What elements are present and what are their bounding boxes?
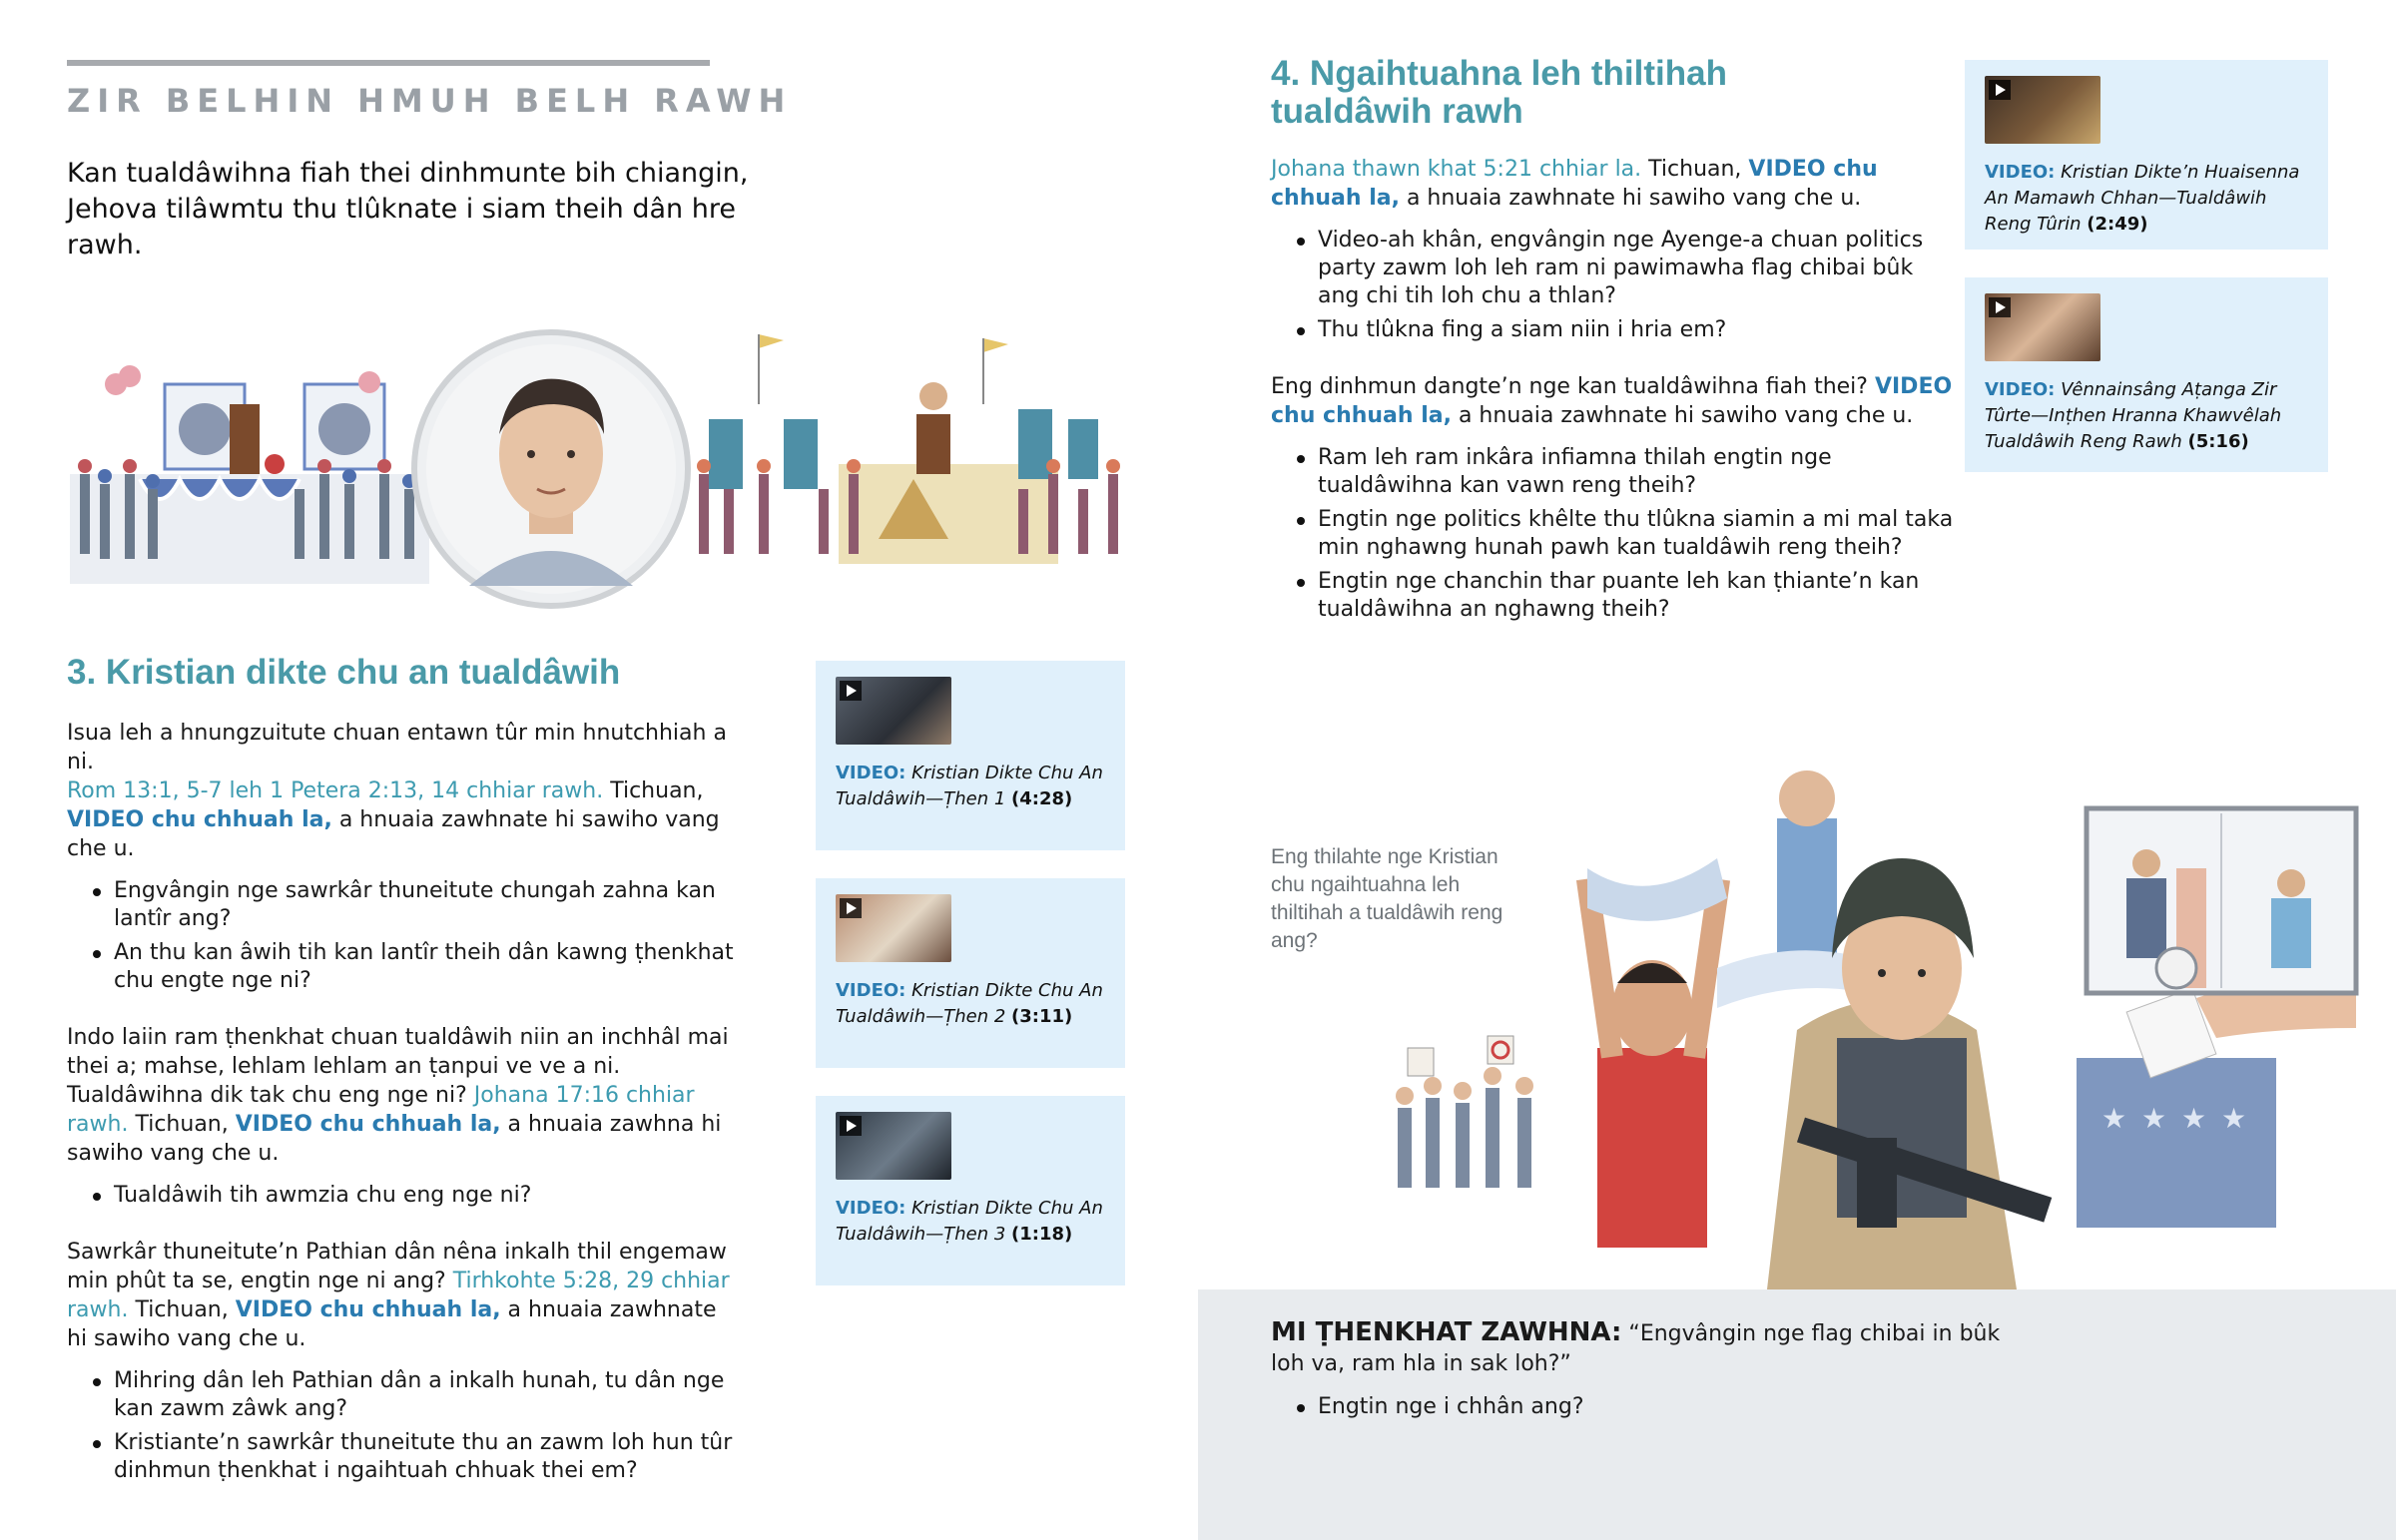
question-item: Engtin nge i chhân ang? — [1271, 1393, 2010, 1421]
portrait-medallion — [414, 332, 688, 606]
try-this-panel — [1198, 1289, 2396, 1540]
p4-end: a hnuaia zawhnate hi sawiho vang che u. — [1399, 186, 1862, 211]
question-list-5 — [1271, 444, 1960, 624]
try-this-content — [1271, 1317, 2010, 1427]
try-this-quote: “Engvângin nge flag chibai in bûk loh va, ram hla in sak loh?” — [1271, 1321, 2001, 1376]
video-duration: (4:28) — [1011, 788, 1073, 809]
video-label: VIDEO: — [1985, 379, 2056, 400]
video-thumbnail[interactable] — [1985, 76, 2100, 144]
right-page — [1198, 0, 2396, 1540]
top-rule — [67, 60, 710, 66]
video-duration: (3:11) — [1011, 1006, 1073, 1027]
svg-text:★: ★ — [2181, 1102, 2207, 1135]
left-rally-scene — [70, 365, 429, 584]
scripture-link-4[interactable]: Johana thawn khat 5:21 chhiar la. — [1271, 157, 1642, 182]
right-rally-scene — [697, 334, 1120, 564]
video-label: VIDEO: — [836, 1198, 906, 1219]
video-thumbnail[interactable] — [1985, 293, 2100, 361]
video-thumbnail[interactable] — [836, 677, 951, 745]
section-4-body — [1271, 155, 1960, 630]
video-caption — [836, 761, 1105, 812]
question-list-1 — [67, 877, 736, 995]
video-caption — [836, 1196, 1105, 1248]
video-caption — [1985, 377, 2308, 455]
p4-mid: Tichuan, — [1641, 157, 1749, 182]
question-item: Ram leh ram inkâra infiamna thilah engtin nge tualdâwihna kan vawn reng theih? — [1271, 444, 1960, 500]
p3-mid: Tichuan, — [128, 1297, 236, 1322]
video-caption — [1985, 160, 2308, 238]
play-icon[interactable] — [840, 681, 862, 701]
video-card-1[interactable] — [816, 661, 1125, 850]
protest-group — [1396, 1036, 1533, 1188]
question-item: Engvângin nge sawrkâr thuneitute chungah zahna kan lantîr ang? — [67, 877, 736, 933]
p5-end: a hnuaia zawhnate hi sawiho vang che u. — [1451, 403, 1914, 428]
question-item: Engtin nge politics khêlte thu tlûkna siamin a mi mal taka min nghawng hunah pawh kan tualdâwih reng theih? — [1271, 506, 1960, 562]
video-link-3[interactable]: VIDEO chu chhuah la, — [235, 1297, 501, 1322]
illustration-caption: Eng thilahte nge Kristian chu ngaihtuahna leh thiltihah a tualdâwih reng ang? — [1271, 845, 1503, 952]
video-duration: (1:18) — [1011, 1224, 1073, 1245]
p5-text: Eng dinhmun dangte’n nge kan tualdâwihna fiah thei? — [1271, 374, 1875, 399]
section-4-title: 4. Ngaihtuahna leh thiltihah tualdâwih rawh — [1271, 54, 1727, 131]
scripture-link-2[interactable]: Johana 17:16 chhiar rawh. — [67, 1083, 695, 1137]
section-4-paragraph-1 — [1271, 155, 1960, 213]
question-list-2 — [67, 1182, 736, 1210]
video-label: VIDEO: — [1985, 162, 2056, 183]
video-link-1[interactable]: VIDEO chu chhuah la, — [67, 807, 332, 832]
video-link-5[interactable]: VIDEO chu chhuah la, — [1271, 374, 1953, 428]
video-card-2[interactable] — [816, 878, 1125, 1068]
video-label: VIDEO: — [836, 980, 906, 1001]
hero-illustration — [60, 324, 1158, 614]
play-icon[interactable] — [840, 898, 862, 918]
neutrality-illustration — [1338, 759, 2376, 1289]
scripture-link-1[interactable]: Rom 13:1, 5-7 leh 1 Petera 2:13, 14 chhiar rawh. — [67, 778, 604, 803]
section-4-paragraph-2 — [1271, 372, 1960, 430]
question-item: Tualdâwih tih awmzia chu eng nge ni? — [67, 1182, 736, 1210]
video-title: Vênnainsâng Aṭanga Zir Tûrte—Inṭhen Hranna Khawvêlah Tualdâwih Reng Rawh — [1985, 379, 2282, 452]
video-link-2[interactable]: VIDEO chu chhuah la, — [235, 1112, 501, 1137]
section-3-paragraph-2 — [67, 1023, 736, 1168]
p2-text: Indo laiin ram ṭhenkhat chuan tualdâwih niin an inchhâl mai thei a; mahse, lehlam lehlam an ṭanpui ve ve a ni. Tualdâwihna dik tak chu eng nge ni? — [67, 1025, 729, 1108]
question-item: Video-ah khân, engvângin nge Ayenge-a chuan politics party zawm loh leh ram ni pawimawha flag chibai bûk ang chi tih loh chu a thlan? — [1271, 227, 1960, 310]
video-title: Kristian Dikte Chu An Tualdâwih—Ṭhen 2 — [836, 980, 1103, 1027]
video-duration: (2:49) — [2087, 214, 2148, 235]
section-kicker: ZIR BELHIN HMUH BELH RAWH — [67, 82, 793, 120]
question-item: Kristiante’n sawrkâr thuneitute thu an zawm loh hun tûr dinhmun ṭhenkhat i ngaihtuah chhuak thei em? — [67, 1429, 736, 1485]
p2-mid: Tichuan, — [128, 1112, 236, 1137]
video-card-4[interactable] — [1965, 60, 2328, 250]
p1-end: a hnuaia zawhnate hi sawiho vang che u. — [67, 807, 720, 861]
question-item: Engtin nge chanchin thar puante leh kan ṭhiante’n kan tualdâwihna an nghawng theih? — [1271, 568, 1960, 624]
play-icon[interactable] — [1989, 80, 2011, 100]
intro-text: Kan tualdâwihna fiah thei dinhmunte bih chiangin, Jehova tilâwmtu thu tlûknate i siam theih dân hre rawh. — [67, 158, 749, 260]
question-item: Thu tlûkna fing a siam niin i hria em? — [1271, 316, 1960, 344]
svg-text:★: ★ — [2141, 1102, 2167, 1135]
video-card-5[interactable] — [1965, 277, 2328, 472]
video-thumbnail[interactable] — [836, 1112, 951, 1180]
section-3-body — [67, 719, 736, 1491]
play-icon[interactable] — [840, 1116, 862, 1136]
try-this-questions — [1271, 1393, 2010, 1421]
ballot-box — [2077, 968, 2356, 1228]
svg-text:★: ★ — [2101, 1102, 2127, 1135]
play-icon[interactable] — [1989, 297, 2011, 317]
question-item: Mihring dân leh Pathian dân a inkalh hunah, tu dân nge kan zawm zâwk ang? — [67, 1367, 736, 1423]
question-item: An thu kan âwih tih kan lantîr theih dân kawng ṭhenkhat chu engte nge ni? — [67, 939, 736, 995]
scripture-link-3[interactable]: Tirhkohte 5:28, 29 chhiar rawh. — [67, 1269, 730, 1322]
section-3-paragraph-1 — [67, 719, 736, 863]
video-duration: (5:16) — [2187, 431, 2249, 452]
video-title: Kristian Dikte Chu An Tualdâwih—Ṭhen 3 — [836, 1198, 1103, 1245]
video-label: VIDEO: — [836, 763, 906, 783]
section-3-paragraph-3 — [67, 1238, 736, 1353]
section-3-title: 3. Kristian dikte chu an tualdâwih — [67, 653, 621, 692]
video-thumbnail[interactable] — [836, 894, 951, 962]
p1-mid: Tichuan, — [603, 778, 704, 803]
try-this-heading: MI ṬHENKHAT ZAWHNA: — [1271, 1317, 1622, 1347]
try-this-text — [1271, 1317, 2010, 1379]
video-card-3[interactable] — [816, 1096, 1125, 1285]
video-title: Kristian Dikte Chu An Tualdâwih—Ṭhen 1 — [836, 763, 1103, 809]
svg-text:★: ★ — [2221, 1102, 2247, 1135]
cheering-fan — [1576, 858, 1730, 1248]
question-list-4 — [1271, 227, 1960, 344]
video-link-4[interactable]: VIDEO chu chhuah la, — [1271, 157, 1878, 211]
tv-screen — [2087, 808, 2356, 993]
p3-end: a hnuaia zawhnate hi sawiho vang che u. — [67, 1297, 717, 1351]
p3-text: Sawrkâr thuneitute’n Pathian dân nêna inkalh thil engemaw min phût ta se, engtin nge ni ang? — [67, 1240, 727, 1293]
video-caption — [836, 978, 1105, 1030]
p1-text: Isua leh a hnungzuitute chuan entawn tûr min hnutchhiah a ni. — [67, 721, 727, 774]
question-list-3 — [67, 1367, 736, 1485]
video-title: Kristian Dikte’n Huaisenna An Mamawh Chhan—Tualdâwih Reng Tûrin — [1985, 162, 2300, 235]
p2-end: a hnuaia zawhna hi sawiho vang che u. — [67, 1112, 722, 1166]
